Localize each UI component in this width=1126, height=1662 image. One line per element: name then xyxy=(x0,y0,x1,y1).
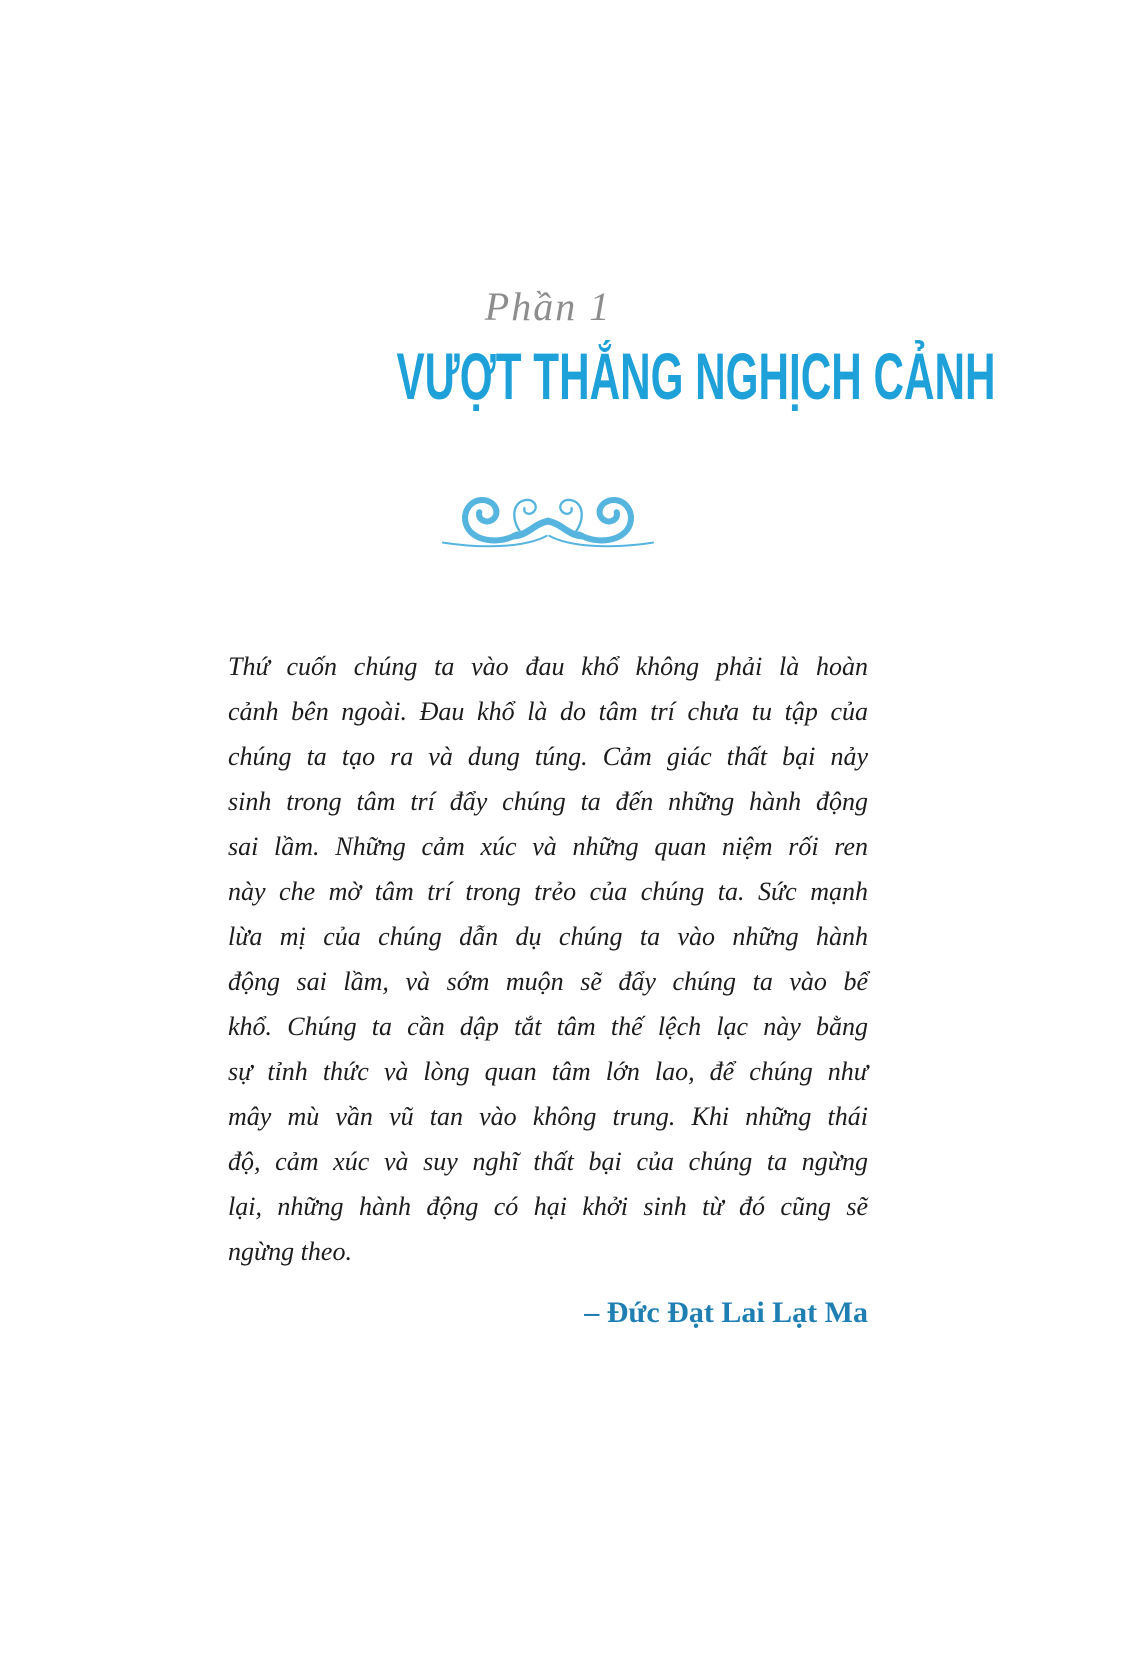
quote-line: chúng ta tạo ra và dung túng. Cảm giác thất bại nảy xyxy=(228,742,868,771)
flourish-divider-icon xyxy=(440,486,656,552)
quote-line: khổ. Chúng ta cần dập tắt tâm thế lệch lạc này bằng xyxy=(228,1012,868,1041)
quote-line: lừa mị của chúng dẫn dụ chúng ta vào những hành xyxy=(228,922,868,951)
quote-line: sai lầm. Những cảm xúc và những quan niệm rối ren xyxy=(228,832,868,861)
quote-line: mây mù vần vũ tan vào không trung. Khi những thái xyxy=(228,1102,868,1131)
quote-line: độ, cảm xúc và suy nghĩ thất bại của chúng ta ngừng xyxy=(228,1147,868,1176)
quote-line: động sai lầm, và sớm muộn sẽ đẩy chúng ta vào bể xyxy=(228,967,868,996)
quote-line: cảnh bên ngoài. Đau khổ là do tâm trí chưa tu tập của xyxy=(228,697,868,726)
flourish-ornament xyxy=(228,486,868,557)
quote-line: Thứ cuốn chúng ta vào đau khổ không phải là hoàn xyxy=(228,652,868,681)
part-title-text: VƯỢT THẮNG NGHỊCH CẢNH xyxy=(396,339,996,413)
quote-block xyxy=(228,644,868,1274)
part-label: Phần 1 xyxy=(484,284,612,329)
quote-line: ngừng theo. xyxy=(228,1237,352,1266)
quote-line: sinh trong tâm trí đẩy chúng ta đến những hành động xyxy=(228,787,868,816)
quote-line: sự tỉnh thức và lòng quan tâm lớn lao, để chúng như xyxy=(228,1057,868,1086)
quote-line: lại, những hành động có hại khởi sinh từ đó cũng sẽ xyxy=(228,1192,868,1221)
part-title xyxy=(228,339,996,413)
quote-line: này che mờ tâm trí trong trẻo của chúng ta. Sức mạnh xyxy=(228,877,868,906)
quote-attribution: – Đức Đạt Lai Lạt Ma xyxy=(584,1296,868,1329)
